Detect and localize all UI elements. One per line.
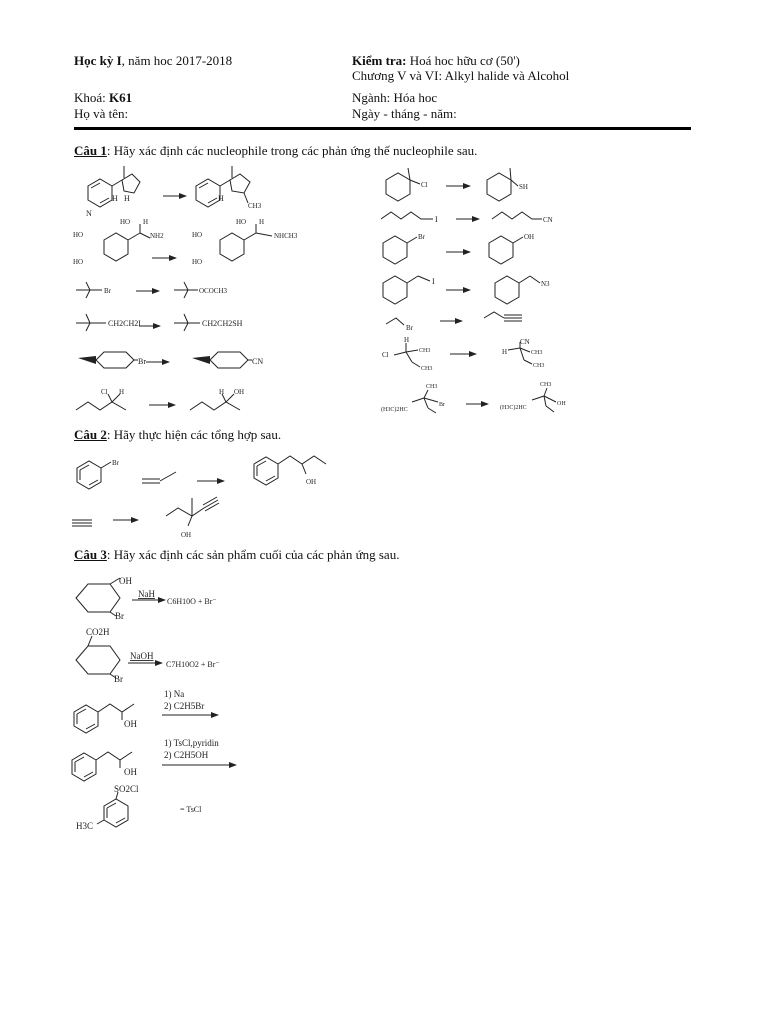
i-label-1: I (435, 215, 438, 224)
br-label-3: Br (418, 233, 425, 241)
cyclohexyl-nitrile (192, 352, 263, 368)
chiral-alcohol (190, 388, 244, 410)
reagent-4a: 1) TsCl,pyridin (164, 738, 219, 748)
tscl-label: = TsCl (180, 805, 202, 814)
phenylpropanol-b (72, 752, 137, 781)
h3c-label: H3C (76, 821, 94, 831)
cn-label-3: CN (520, 338, 530, 346)
methylcyclohexanethiol (487, 168, 528, 201)
ho-label-e: HO (192, 258, 203, 266)
br-label-2: Br (138, 357, 146, 366)
q2-oh-label-1: OH (306, 478, 317, 486)
tertiary-bromide (381, 384, 445, 413)
cyclohexylmethyl-azide (495, 276, 550, 304)
product-1: C6H10O + Br⁻ (167, 597, 217, 606)
ch3-label-k: CH3 (426, 384, 438, 390)
h-label-d: H (259, 218, 265, 226)
reagent-4b: 2) C2H5OH (164, 750, 209, 760)
exam-label: Kiểm tra: (352, 53, 407, 68)
question-3-label: Câu 3 (74, 547, 107, 562)
cn-label-2: CN (543, 216, 553, 224)
alkyl-iodide (76, 314, 141, 331)
q2-br-label: Br (112, 459, 119, 467)
br-label-5: Br (439, 402, 445, 408)
so2cl-label: SO2Cl (114, 784, 139, 794)
q2-oh-label-2: OH (181, 531, 192, 539)
question-3-text: : Hãy xác định các sản phẩm cuối của các phản ứng sau. (106, 547, 400, 562)
name-line: Họ và tên: (74, 106, 129, 121)
h-label-j: H (502, 348, 508, 356)
alkyl-thiol (174, 314, 243, 331)
cl-label-1: Cl (101, 388, 108, 396)
ch3-label-j2: CH3 (533, 363, 545, 369)
reagent-1: NaH (138, 589, 155, 599)
n3-label: N3 (541, 280, 550, 288)
major-line: Ngành: Hóa hoc (352, 90, 438, 105)
ho-label-a: HO (73, 231, 84, 239)
tertiary-alcohol (500, 382, 566, 412)
catecholamine-structure (73, 218, 164, 266)
bromocyclohexanol (76, 576, 132, 621)
date-line: Ngày - tháng - năm: (352, 106, 457, 121)
h-label-h: H (219, 388, 225, 396)
cl-label-3: Cl (382, 351, 389, 359)
ho-label-b: HO (73, 258, 84, 266)
chiral-secondary-nitrile (502, 338, 544, 369)
cohort-label: Khoá: (74, 90, 110, 105)
h-label-a: H (143, 218, 149, 226)
q3-br-label-2: Br (114, 674, 123, 684)
cyclohexanol (489, 233, 534, 264)
sh-label: SH (519, 183, 528, 191)
question-2-text: : Hãy thực hiện các tổng hợp sau. (106, 427, 282, 442)
chiral-alkyl-chloride (76, 388, 126, 410)
bromocyclohexane (383, 233, 426, 264)
question-1-text: : Hãy xác định các nucleophile trong các phản ứng thế nucleophile sau. (106, 143, 478, 158)
ethyne (72, 520, 92, 526)
q3-oh-label-2: OH (124, 719, 137, 729)
ococh3-label: OCOCH3 (199, 287, 228, 295)
h3c2-label-k: (H3C)2HC (381, 407, 408, 413)
bromobenzene (77, 459, 120, 489)
question-1-label: Câu 1 (74, 143, 107, 158)
epinephrine-structure (192, 218, 298, 266)
br-label-1: Br (104, 287, 111, 295)
chapter-line: Chương V và VI: Alkyl halide và Alcohol (352, 68, 570, 83)
cyclohexyl-bromide (78, 352, 146, 368)
h-label-2: H (124, 194, 130, 203)
oh-label-h: OH (234, 388, 245, 396)
h-label-1: H (112, 194, 118, 203)
ch3-label-i2: CH3 (421, 366, 433, 372)
h-label-g: H (119, 388, 125, 396)
bromocyclohexanecarboxylic-acid (76, 627, 123, 684)
n-methylnicotinium-structure (196, 166, 262, 210)
oh-label-l: OH (557, 401, 566, 407)
question-2-label: Câu 2 (74, 427, 107, 442)
reagent-3a: 1) Na (164, 689, 185, 699)
pentyl-iodide (381, 212, 438, 224)
chloromethylcyclohexane (386, 168, 428, 201)
ch3-label: CH3 (248, 202, 262, 210)
ch3-label-j: CH3 (531, 350, 543, 356)
cohort-value: K61 (109, 90, 133, 105)
br-label-4: Br (406, 324, 413, 332)
chiral-secondary-chloride (382, 336, 432, 372)
ho-label-d: HO (192, 231, 203, 239)
semester-rest: , năm hoc 2017-2018 (121, 53, 233, 68)
exam-rest: Hoá hoc hữu cơ (50') (406, 53, 520, 68)
oh-label-1: OH (524, 233, 535, 241)
cl-label-2: Cl (421, 181, 428, 189)
ch3-label-i: CH3 (419, 348, 431, 354)
methylpentynol (166, 497, 219, 539)
h-label-3: H (218, 194, 224, 203)
tosyl-chloride (76, 784, 202, 831)
tert-butyl-acetate (174, 282, 228, 298)
pentyl-nitrile (492, 212, 553, 224)
reagent-2: NaOH (130, 651, 154, 661)
ho-label-f: HO (236, 218, 247, 226)
ch3-label-l: CH3 (540, 382, 552, 388)
phenylpropanol-a (74, 704, 137, 733)
ch2ch2sh-label: CH2CH2SH (202, 319, 243, 328)
butyne (484, 312, 522, 321)
cyclohexylmethyl-iodide (383, 276, 435, 304)
ch2ch2i-label: CH2CH2I (108, 319, 141, 328)
nhch3-label: NHCH3 (274, 232, 298, 240)
q3-br-label-1: Br (115, 611, 124, 621)
tert-butyl-bromide (76, 282, 112, 298)
q3-oh-label-3: OH (124, 767, 137, 777)
nicotine-structure (86, 166, 140, 218)
nicotine-n-label: N (86, 209, 92, 218)
reagent-3b: 2) C2H5Br (164, 701, 205, 711)
ho-label-c: HO (120, 218, 131, 226)
h-label-i: H (404, 336, 410, 344)
i-label-2: I (432, 277, 435, 286)
co2h-label: CO2H (86, 627, 110, 637)
semester-label: Học kỳ I (74, 53, 122, 68)
h3c2-label-l: (H3C)2HC (500, 405, 527, 411)
nh2-label: NH2 (150, 232, 164, 240)
phenylbutanol (254, 456, 326, 486)
butene (142, 472, 176, 483)
ethyl-bromide (386, 318, 414, 332)
cn-label-1: CN (252, 357, 264, 366)
product-2: C7H10O2 + Br⁻ (166, 660, 220, 669)
q3-oh-label-1: OH (119, 576, 132, 586)
